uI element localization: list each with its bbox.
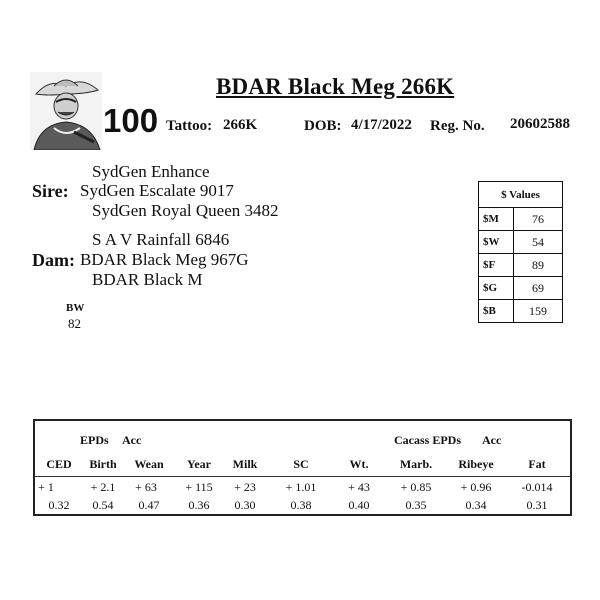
dam-label: Dam: (32, 250, 75, 270)
dollar-values-table (478, 181, 563, 323)
epd-value: + 63 (135, 480, 157, 494)
epds-group-label: EPDs (80, 433, 109, 447)
dollar-value: 159 (514, 300, 563, 323)
lot-number: 100 (103, 102, 159, 139)
reg-label: Reg. No. (430, 118, 485, 134)
sire-name: SydGen Escalate 9017 (80, 181, 234, 200)
dam-dam: BDAR Black M (92, 270, 203, 289)
acc-value: 0.47 (138, 498, 160, 512)
dob-value: 4/17/2022 (351, 117, 412, 133)
table-row (479, 300, 563, 323)
epd-col-header: CED (46, 457, 72, 471)
epd-value: + 0.96 (460, 480, 492, 494)
dollar-label: $G (479, 277, 514, 300)
epd-value: + 0.85 (400, 480, 432, 494)
dollar-label: $F (479, 254, 514, 277)
table-row (479, 231, 563, 254)
acc-value: 0.35 (405, 498, 427, 512)
epds-group-acc: Acc (122, 433, 142, 447)
epd-value: + 1.01 (285, 480, 317, 494)
epd-col-header: Wt. (349, 457, 369, 471)
acc-value: 0.54 (92, 498, 114, 512)
dollar-values-header: $ Values (479, 182, 563, 208)
epd-col-header: SC (293, 457, 309, 471)
dollar-value: 54 (514, 231, 563, 254)
dam-name: BDAR Black Meg 967G (80, 250, 249, 269)
epd-col-header: Ribeye (458, 457, 494, 471)
dollar-value: 76 (514, 208, 563, 231)
bw-value: 82 (68, 316, 81, 331)
acc-value: 0.34 (465, 498, 487, 512)
epd-value: + 43 (348, 480, 370, 494)
epd-value: + 115 (185, 480, 213, 494)
acc-value: 0.30 (234, 498, 256, 512)
epd-divider (35, 476, 570, 477)
acc-value: 0.40 (348, 498, 370, 512)
dollar-value: 89 (514, 254, 563, 277)
table-row (479, 277, 563, 300)
sire-dam: SydGen Royal Queen 3482 (92, 201, 279, 220)
epd-value: + 1 (38, 480, 54, 494)
epd-value: + 2.1 (90, 480, 116, 494)
epd-col-header: Marb. (399, 457, 433, 471)
sire-label: Sire: (32, 181, 69, 201)
bw-label: BW (66, 302, 85, 314)
dollar-label: $W (479, 231, 514, 254)
dam-sire: S A V Rainfall 6846 (92, 230, 230, 249)
acc-value: 0.32 (48, 498, 70, 512)
dollar-label: $M (479, 208, 514, 231)
table-row (479, 254, 563, 277)
tattoo-value: 266K (223, 117, 258, 133)
carcass-group-acc: Acc (482, 433, 502, 447)
acc-value: 0.38 (290, 498, 312, 512)
dob-label: DOB: (304, 118, 342, 134)
epd-col-header: Year (187, 457, 211, 471)
dollar-label: $B (479, 300, 514, 323)
reg-value: 20602588 (510, 116, 570, 132)
animal-title: BDAR Black Meg 266K (216, 74, 455, 99)
epd-col-header: Wean (134, 457, 164, 471)
epd-value: -0.014 (521, 480, 553, 494)
acc-value: 0.36 (188, 498, 210, 512)
tattoo-label: Tattoo: (166, 118, 213, 134)
epd-col-header: Fat (528, 457, 546, 471)
sire-sire: SydGen Enhance (92, 162, 210, 181)
table-row (479, 208, 563, 231)
epd-col-header: Birth (89, 457, 117, 471)
cowboy-logo-icon (30, 72, 102, 150)
acc-value: 0.31 (526, 498, 548, 512)
carcass-group-label: Cacass EPDs (394, 433, 462, 447)
dollar-value: 69 (514, 277, 563, 300)
epd-col-header: Milk (232, 457, 258, 471)
epd-value: + 23 (234, 480, 256, 494)
